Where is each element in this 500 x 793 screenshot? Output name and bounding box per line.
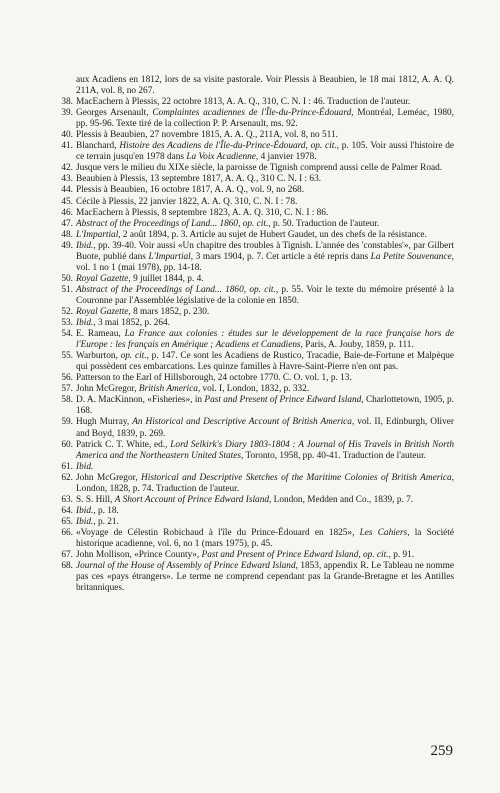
endnote-44 [56,185,454,196]
endnote-42 [56,163,454,174]
endnote-text [76,185,454,196]
endnote-plain-text: , London, 1828, p. 74. Traduction de l'auteur. [76,472,454,494]
endnote-number: 51 . [56,285,73,296]
endnote-plain-text: Jusque vers le milieu du XIXe siècle, la paroisse de Tignish comprend aussi celle de Palmer Road. [76,163,443,174]
endnote-text [76,351,454,373]
endnote-italic-text: Les Cahiers [359,527,408,538]
endnote-plain-text: D. A. MacKinnon, «Fisheries», in [76,395,205,406]
endnote-text [76,473,454,495]
endnote-58 [56,395,454,417]
endnote-plain-text: , vol. II, Edinburgh, Oliver and Boyd, 1839, p. 269. [76,417,455,439]
endnote-number: 55 . [56,351,73,362]
endnote-text [76,307,454,318]
endnote-plain-text: John McGregor, [76,384,139,395]
endnote-41 [56,141,454,163]
endnote-plain-text: , p. 105. Voir aussi l'histoire de ce terrain jusqu'en 1978 dans [76,141,455,163]
endnote-plain-text: , p. 50. Traduction de l'auteur. [268,218,380,229]
endnote-text [76,384,454,395]
page-number: 259 [430,743,453,759]
endnote-64 [56,506,454,517]
endnote-text [76,417,454,439]
endnote-plain-text: , p. 18. [93,505,119,516]
endnote-56 [56,373,454,384]
endnote-38 [56,97,454,108]
endnote-text [76,318,454,329]
endnote-plain-text: aux Acadiens en 1812, lors de sa visite pastorale. Voir Plessis à Beaubien, le 18 mai 1812, A. A. Q. 211A, vol. 8, no 267. [76,75,454,97]
endnote-plain-text: «Voyage de Célestin Robichaud à l'île du Prince-Édouard en 1825», [76,527,360,538]
endnote-number: 48 . [56,230,73,241]
endnote-text [76,197,454,208]
endnote-text [76,517,454,528]
endnote-italic-text: Past and Present of Prince Edward Island [204,395,362,406]
endnote-italic-text: op. cit. [120,351,147,362]
endnote-plain-text: , pp. 39-40. Voir aussi «Un chapitre des troubles à Tignish. L'année des 'constables'», par Gilbert Buote, publié dans [76,240,454,262]
endnote-italic-text: La France aux colonies : études sur le développement de la race française hors de l'Europe : les français en Amérique ; Acadiens et Canadiens [76,329,454,351]
endnote-text [76,506,454,517]
endnote-39 [56,108,454,130]
endnote-italic-text: British America [138,384,198,395]
endnote-number: 65 . [56,517,73,528]
endnote-number: 49 . [56,241,73,252]
endnote-plain-text: , vol. I, London, 1832, p. 332. [197,384,310,395]
endnote-62 [56,473,454,495]
endnote-plain-text: Patterson to the Earl of Hillsborough, 24 octobre 1770. C. O. vol. 1, p. 13. [76,373,352,384]
endnote-italic-text: Abstract of the Proceedings of Land... 1860, op. cit. [76,284,276,295]
endnote-text [76,495,454,506]
endnote-text [76,241,454,274]
endnote-italic-text: Ibid. [76,461,94,472]
endnote-plain-text: Patrick C. T. White, ed., [76,439,171,450]
endnote-plain-text: , 2 août 1894, p. 3. Article au sujet de Hubert Gaudet, un des chefs de la résistance. [118,229,427,240]
endnote-italic-text: L'Impartial [76,229,119,240]
endnote-65 [56,517,454,528]
endnotes-list [56,75,454,594]
endnote-number: 62 . [56,473,73,484]
endnote-number: 66 . [56,528,73,539]
endnote-italic-text: Ibid. [76,240,94,251]
endnote-46 [56,208,454,219]
endnote-text [76,108,454,130]
endnote-text [76,208,454,219]
endnote-plain-text: Plessis à Beaubien, 27 novembre 1815, A. A. Q., 211A, vol. 8, no 511. [76,130,338,141]
endnote-italic-text: Past and Present of Prince Edward Island, op. cit. [201,550,389,561]
endnote-text [76,141,454,163]
endnote-italic-text: Abstract of the Proceedings of Land... 1860, op. cit. [76,218,269,229]
endnote-plain-text: , Charlottetown, 1905, p. 168. [76,395,455,417]
endnote-text [76,285,454,307]
endnote-59 [56,417,454,439]
endnote-45 [56,197,454,208]
endnote-plain-text: , 1853, appendix R. Le Tableau ne nomme pas ces «pays étrangers». Le terme ne comprend cependant pas la Grande-Bretagne et les Antilles britanniques. [76,561,455,594]
endnote-plain-text: , Montréal, Leméac, 1980, pp. 95-96. Texte tiré de la collection P. P. Arsenault, ms. 92. [76,108,454,130]
endnote-text [76,97,454,108]
endnote-plain-text: John McGregor, [76,472,142,483]
endnote-italic-text: Complaintes acadiennes de l'Île-du-Prince-Édouard [152,108,352,119]
endnote-plain-text: Blanchard, [76,141,120,152]
endnote-number: 59 . [56,417,73,428]
endnote-plain-text: , 4 janvier 1978. [255,152,317,163]
endnote-number: 56 . [56,373,73,384]
endnote-number: 54 . [56,329,73,340]
endnote-text [76,395,454,417]
endnote-60 [56,440,454,462]
endnote-number: 64 . [56,506,73,517]
endnote-53 [56,318,454,329]
endnote-61 [56,462,454,473]
endnote-italic-text: La Voix Acadienne [186,152,256,163]
endnote-63 [56,495,454,506]
endnote-text [76,230,454,241]
endnote-italic-text: Ibid. [76,516,94,527]
endnote-number: 45 . [56,197,73,208]
endnote-text [76,561,454,594]
endnote-number: 57 . [56,384,73,395]
endnote-40 [56,130,454,141]
endnote-number: 50 . [56,274,73,285]
endnote-number: 46 . [56,208,73,219]
endnote-plain-text: , Paris, A. Jouby, 1859, p. 111. [300,340,414,351]
endnote-number: 38 . [56,97,73,108]
endnote-48 [56,230,454,241]
endnote-text [76,373,454,384]
endnote-italic-text: Historical and Descriptive Sketches of the Maritime Colonies of British America [141,472,452,483]
endnote-66 [56,528,454,550]
endnote-text [76,550,454,561]
endnote-text [76,174,454,185]
endnote-51 [56,285,454,307]
endnote-plain-text: Cécile à Plessis, 22 janvier 1822, A. A. Q. 310, C. N. I : 78. [76,196,298,207]
endnote-italic-text: Ibid. [76,505,94,516]
endnote-plain-text: , p. 147. Ce sont les Acadiens de Rustico, Tracadie, Baie-de-Fortune et Malpèque qui possèdent ces embarcations. Les quinze familles à Havre-Saint-Pierre n'en ont pas. [76,351,454,373]
endnote-text [76,130,454,141]
endnote-number: 41 . [56,141,73,152]
endnote-text [76,274,454,285]
endnote-50 [56,274,454,285]
endnote-italic-text: L'Impartial [148,251,191,262]
endnote-text [76,75,454,97]
endnote-text [76,163,454,174]
endnote-number: 53 . [56,318,73,329]
endnote-italic-text: Royal Gazette [76,273,129,284]
endnote-plain-text: E. Rameau, [76,329,125,340]
endnote-52 [56,307,454,318]
endnote-number: 44 . [56,185,73,196]
endnote-plain-text: S. S. Hill, [76,494,115,505]
endnote-italic-text: Royal Gazette [76,306,129,317]
endnote-55 [56,351,454,373]
endnote-47 [56,219,454,230]
endnote-italic-text: Lord Selkirk's Diary 1803-1804 : A Journal of His Travels in British North America and the Northeastern United States [76,439,454,461]
endnote-plain-text: Plessis à Beaubien, 16 octobre 1817, A. A. Q., vol. 9, no 268. [76,185,305,196]
endnote-plain-text: , p. 21. [93,516,119,527]
endnote-number: 42 . [56,163,73,174]
endnote-number: 43 . [56,174,73,185]
endnote-italic-text: Ibid. [76,318,94,329]
endnote-67 [56,550,454,561]
endnote-plain-text: , 8 mars 1852, p. 230. [128,306,210,317]
endnote-plain-text: Beaubien à Plessis, 13 septembre 1817, A. A. Q., 310 C. N. I : 63. [76,174,322,185]
endnote-plain-text: , p. 55. Voir le texte du mémoire présenté à la Couronne par l'Assemblée législative de la colonie en 1850. [76,284,454,306]
endnote-italic-text: Histoire des Acadiens de l'Île-du-Prince-Édouard, op. cit. [119,141,337,152]
endnote-plain-text: , Toronto, 1958, pp. 40-41. Traduction de l'auteur. [241,450,426,461]
endnote-plain-text: Warburton, [76,351,121,362]
endnote-68 [56,561,454,594]
endnote-italic-text: An Historical and Descriptive Account of British America [132,417,352,428]
endnote-text [76,219,454,230]
endnote-plain-text: , London, Medden and Co., 1839, p. 7. [269,494,414,505]
endnote-number: 52 . [56,307,73,318]
endnote-number: 58 . [56,395,73,406]
endnote-italic-text: A Short Account of Prince Edward Island [114,494,269,505]
endnote-text [76,462,454,473]
endnote-plain-text: , la Société historique acadienne, vol. 6, no 1 (mars 1975), p. 45. [76,527,454,549]
endnote-number: 67 . [56,550,73,561]
endnote-plain-text: John Mollison, «Prince County», [76,550,202,561]
endnote-plain-text: MacEachern à Plessis, 22 octobre 1813, A. A. Q., 310, C. N. I : 46. Traduction de l'auteur. [76,97,411,108]
endnote-number: 39 . [56,108,73,119]
endnote-italic-text: La Petite Souvenance [370,251,452,262]
endnote-italic-text: Journal of the House of Assembly of Prince Edward Island [76,561,296,572]
endnote-54 [56,329,454,351]
endnote-57 [56,384,454,395]
endnote-plain-text: , 3 mai 1852, p. 264. [93,318,171,329]
endnote-plain-text: , vol. 1 no 1 (mai 1978), pp. 14-18. [76,251,454,273]
endnote-number: 47 . [56,219,73,230]
endnote-plain-text: , 3 mars 1904, p. 7. Cet article a été repris dans [190,251,371,262]
endnote-text [76,329,454,351]
endnote-plain-text: Georges Arsenault, [76,108,153,119]
endnote-number: 68 . [56,561,73,572]
endnote-plain-text: Hugh Murray, [76,417,133,428]
endnote-plain-text: , 9 juillet 1844, p. 4. [128,273,204,284]
endnote-text [76,440,454,462]
endnote-text [76,528,454,550]
endnote-number: 40 . [56,130,73,141]
endnote-number: 60 . [56,440,73,451]
endnote-number: 61 . [56,462,73,473]
endnote-number: 63 . [56,495,73,506]
endnote-continuation [56,75,454,97]
endnote-49 [56,241,454,274]
endnote-43 [56,174,454,185]
endnote-plain-text: MacEachern à Plessis, 8 septembre 1823, A. A. Q. 310, C. N. I : 86. [76,207,329,218]
endnote-plain-text: , p. 91. [388,550,415,561]
